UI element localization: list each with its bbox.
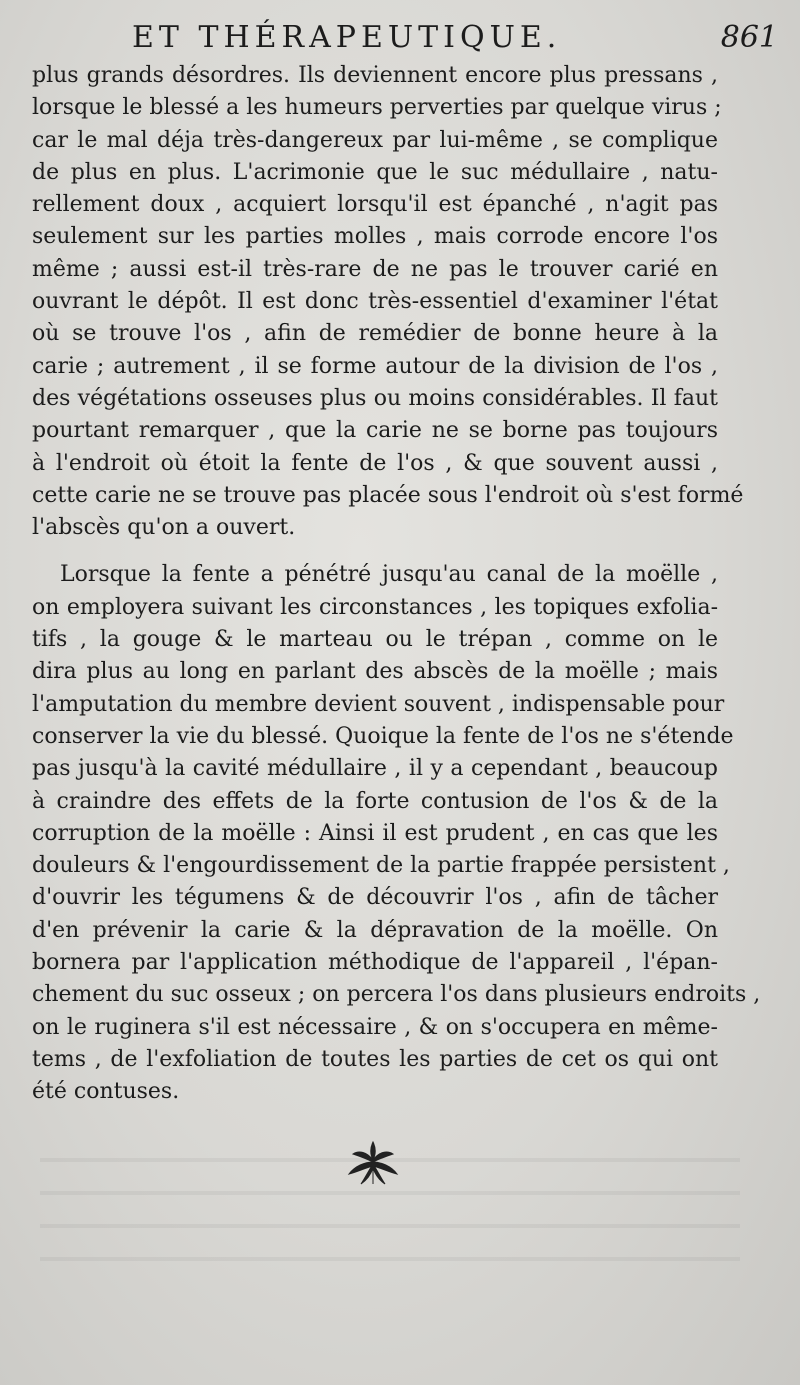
text-line: Lorsque la fente a pénétré jusqu'au canal de la moëlle , — [60, 562, 718, 588]
text-line: même ; aussi est-il très-rare de ne pas le trouver carié en — [32, 256, 718, 282]
text-line: de plus en plus. L'acrimonie que le suc médullaire , natu- — [32, 159, 718, 185]
text-line: seulement sur les parties molles , mais corrode encore l'os — [32, 224, 718, 250]
text-line: on le ruginera s'il est nécessaire , & on s'occupera en même- — [32, 1014, 718, 1040]
text-line: l'amputation du membre devient souvent , indispensable pour — [32, 691, 725, 717]
text-line: où se trouve l'os , afin de remédier de bonne heure à la — [32, 321, 718, 347]
text-line: à l'endroit où étoit la fente de l'os , & que souvent aussi , — [32, 450, 718, 476]
text-line: dira plus au long en parlant des abscès de la moëlle ; mais — [32, 659, 718, 685]
text-line: corruption de la moëlle : Ainsi il est prudent , en cas que les — [32, 820, 718, 846]
paragraph-2 — [32, 559, 761, 1108]
text-line: rellement doux , acquiert lorsqu'il est épanché , n'agit pas — [32, 192, 718, 218]
text-line: d'en prévenir la carie & la dépravation de la moëlle. On — [32, 917, 718, 943]
text-line: à craindre des effets de la forte contusion de l'os & de la — [32, 788, 718, 814]
paragraph-1 — [32, 60, 744, 544]
text-line: ouvrant le dépôt. Il est donc très-essentiel d'examiner l'état — [32, 289, 718, 315]
running-title: ET THÉRAPEUTIQUE. — [132, 20, 562, 55]
text-line: conserver la vie du blessé. Quoique la fente de l'os ne s'étende — [32, 723, 734, 749]
body-text — [32, 60, 761, 1109]
text-line: tems , de l'exfoliation de toutes les parties de cet os qui ont — [32, 1046, 718, 1072]
text-line: pas jusqu'à la cavité médullaire , il y a cependant , beaucoup — [32, 756, 718, 782]
text-line: bornera par l'application méthodique de l'appareil , l'épan- — [32, 950, 718, 976]
page-header — [0, 18, 800, 58]
text-line: on employera suivant les circonstances , les topiques exfolia- — [32, 594, 718, 620]
text-line: douleurs & l'engourdissement de la partie frappée persistent , — [32, 853, 730, 879]
text-line: l'abscès qu'on a ouvert. — [32, 515, 296, 541]
text-line: cette carie ne se trouve pas placée sous l'endroit où s'est formé — [32, 482, 744, 508]
text-line: plus grands désordres. Ils deviennent encore plus pressans , — [32, 63, 718, 88]
page-number: 861 — [720, 20, 778, 55]
fleuron-ornament-icon — [343, 1138, 403, 1188]
text-line: des végétations osseuses plus ou moins considérables. Il faut — [32, 385, 718, 411]
text-line: chement du suc osseux ; on percera l'os dans plusieurs endroits , — [32, 982, 761, 1008]
text-line: été contuses. — [32, 1079, 180, 1105]
text-line: pourtant remarquer , que la carie ne se borne pas toujours — [32, 418, 718, 444]
text-line: car le mal déja très-dangereux par lui-même , se complique — [32, 127, 718, 153]
text-line: d'ouvrir les tégumens & de découvrir l'os , afin de tâcher — [32, 885, 718, 911]
text-line: carie ; autrement , il se forme autour de la division de l'os , — [32, 353, 718, 379]
text-line: lorsque le blessé a les humeurs perverties par quelque virus ; — [32, 95, 722, 121]
text-line: tifs , la gouge & le marteau ou le trépan , comme on le — [32, 627, 718, 653]
